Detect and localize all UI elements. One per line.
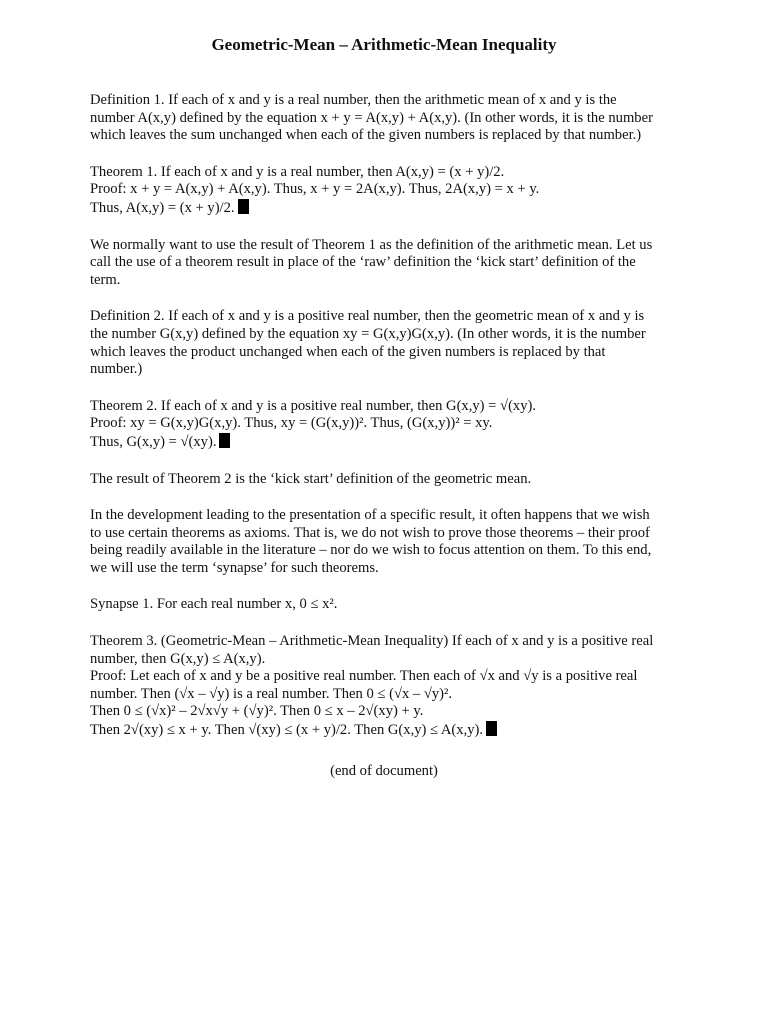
paragraph-line: which leaves the product unchanged when each of the given numbers is replaced by that	[90, 343, 606, 360]
synapse-1-paragraph	[90, 596, 680, 614]
paragraph-line-text: Then 2√(xy) ≤ x + y. Then √(xy) ≤ (x + y)/2. Then G(x,y) ≤ A(x,y).	[90, 722, 484, 739]
paragraph-line: number.)	[90, 361, 143, 378]
paragraph-line-with-qed	[90, 199, 680, 218]
paragraph-line: Then 0 ≤ (√x)² – 2√x√y + (√y)². Then 0 ≤ x – 2√(xy) + y.	[90, 703, 424, 720]
paragraph-line: Proof: Let each of x and y be a positive real number. Then each of √x and √y is a positive real	[90, 668, 638, 685]
paragraph-line: In the development leading to the presentation of a specific result, it often happens that we wish	[90, 507, 650, 524]
paragraph-line: Synapse 1. For each real number x, 0 ≤ x².	[90, 596, 338, 613]
qed-box-icon	[219, 433, 230, 448]
paragraph-line: being readily available in the literature – nor do we wish to focus attention on them. To this end,	[90, 542, 652, 559]
paragraph-line: Definition 2. If each of x and y is a positive real number, then the geometric mean of x and y is	[90, 308, 645, 325]
paragraph-line: number, then G(x,y) ≤ A(x,y).	[90, 650, 266, 667]
document-title: Geometric-Mean – Arithmetic-Mean Inequality	[211, 35, 557, 54]
paragraph-line: Theorem 1. If each of x and y is a real number, then A(x,y) = (x + y)/2.	[90, 163, 505, 180]
paragraph-line: term.	[90, 271, 121, 288]
document-body	[90, 92, 680, 759]
paragraph-line: number A(x,y) defined by the equation x + y = A(x,y) + A(x,y). (In other words, it is the number	[90, 109, 653, 126]
paragraph-line: number. Then (√x – √y) is a real number. Then 0 ≤ (√x – √y)².	[90, 685, 453, 702]
paragraph-line-with-qed	[90, 721, 680, 740]
paragraph-line: Theorem 3. (Geometric-Mean – Arithmetic-Mean Inequality) If each of x and y is a positive real	[90, 633, 654, 650]
definition-2-paragraph	[90, 308, 680, 378]
theorem-3-paragraph	[90, 633, 680, 740]
theorem-1-paragraph	[90, 164, 680, 218]
paragraph-line: call the use of a theorem result in place of the ‘raw’ definition the ‘kick start’ definition of the	[90, 254, 636, 271]
qed-box-icon	[238, 199, 249, 214]
qed-box-icon	[486, 721, 497, 736]
kick-start-geometric-paragraph	[90, 471, 680, 489]
paragraph-line-text: Thus, A(x,y) = (x + y)/2.	[90, 199, 235, 216]
paragraph-line: Definition 1. If each of x and y is a real number, then the arithmetic mean of x and y is the	[90, 92, 617, 108]
paragraph-line: the number G(x,y) defined by the equation xy = G(x,y)G(x,y). (In other words, it is the number	[90, 325, 646, 342]
paragraph-line: We normally want to use the result of Theorem 1 as the definition of the arithmetic mean. Let us	[90, 236, 653, 253]
paragraph-line: to use certain theorems as axioms. That is, we do not wish to prove those theorems – their proof	[90, 524, 650, 541]
paragraph-line: The result of Theorem 2 is the ‘kick start’ definition of the geometric mean.	[90, 470, 532, 487]
paragraph-line: we will use the term ‘synapse’ for such theorems.	[90, 559, 379, 576]
synapse-intro-paragraph	[90, 507, 680, 577]
paragraph-line: Proof: x + y = A(x,y) + A(x,y). Thus, x + y = 2A(x,y). Thus, 2A(x,y) = x + y.	[90, 181, 540, 198]
paragraph-line: which leaves the sum unchanged when each of the given numbers is replaced by that number.)	[90, 127, 642, 144]
paragraph-line-text: Thus, G(x,y) = √(xy).	[90, 433, 217, 450]
end-of-document-note: (end of document)	[330, 763, 438, 779]
paragraph-line: Proof: xy = G(x,y)G(x,y). Thus, xy = (G(x,y))². Thus, (G(x,y))² = xy.	[90, 415, 493, 432]
kick-start-intro-paragraph	[90, 237, 680, 290]
paragraph-line-with-qed	[90, 433, 680, 452]
definition-1-paragraph	[90, 92, 680, 145]
paragraph-line: Theorem 2. If each of x and y is a positive real number, then G(x,y) = √(xy).	[90, 397, 537, 414]
theorem-2-paragraph	[90, 398, 680, 452]
